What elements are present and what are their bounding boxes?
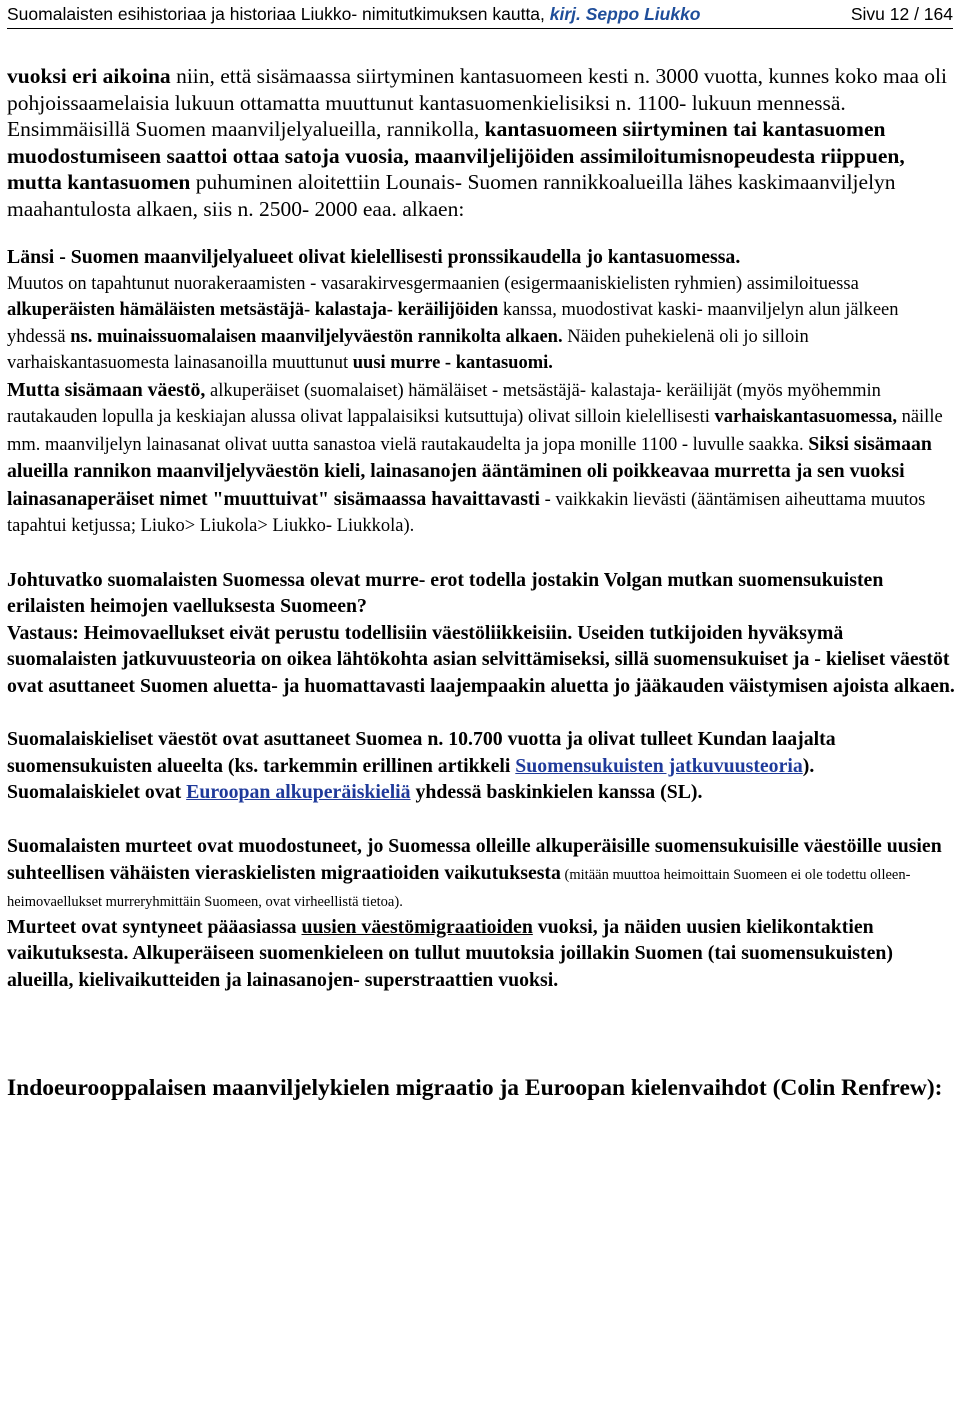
paragraph-dialect-origins: Murteet ovat syntyneet pääasiassa uusien väestömigraatioiden vuoksi, ja näiden uusien kielikontaktien vaikutuksesta. Alkuperäiseen suomenkieleen on tullut muutoksia joillakin Suomen (tai suomensukuisten) alueilla, kielivaikutteiden ja lainasanojen- superstraattien vuoksi.: [7, 915, 893, 991]
answer-continuity-theory: Vastaus: Heimovaellukset eivät perustu todellisiin väestöliikkeisiin. Useiden tutkijoiden hyväksymä suomalaisten jatkuvuusteoria on oikea lähtökohta asian selvittämiseksi, sillä suomensukuiset ja - kieliset väestöt ovat asuttaneet Suomen aluetta- ja huomattavasti laajempaakin aluetta jo jääkauden väistymisen ajoista alkaen.: [7, 621, 955, 697]
paragraph-inland-population: Mutta sisämaan väestö, alkuperäiset (suomalaiset) hämäläiset - metsästäjä- kalastaja- keräilijät (myös myöhemmin rautakauden lopulla ja keskiajan alussa olivat lappalaisiksi kutsuttuja) olivat silloin kielellisesti varhaiskantasuomessa, näille mm. maanviljelyn lainasanat olivat uutta sanastoa vielä rautakaudelta ja jopa monille 1100 - luvulle saakka. Siksi sisämaan alueilla rannikon maanviljelyväestön kieli, lainasanojen ääntäminen oli poikkeavaa murretta ja sen vuoksi lainasanaperäiset nimet "muuttuivat" sisämaassa havaittavasti - vaikkakin lievästi (ääntämisen aiheuttama muutos tapahtui ketjussa; Liuko> Liukola> Liukko- Liukkola).: [7, 378, 943, 536]
paragraph-settlement: Suomalaiskieliset väestöt ovat asuttaneet Suomea n. 10.700 vuotta ja olivat tulleet Kundan laajalta suomensukuisten alueelta (ks. tarkemmin erillinen artikkeli Suomensukuisten jatkuvuusteoria). Suomalaiskielet ovat Euroopan alkuperäiskieliä yhdessä baskinkielen kanssa (SL).: [7, 728, 836, 803]
document-title: Suomalaisten esihistoriaa ja historiaa Liukko- nimitutkimuksen kautta, kirj. Seppo Liukko: [7, 4, 701, 24]
section-heading-western-finland: Länsi - Suomen maanviljelyalueet olivat kielellisesti pronssikaudella jo kantasuomessa.: [7, 246, 741, 268]
question-dialect-differences: Johtuvatko suomalaisten Suomessa olevat murre- erot todella jostakin Volgan mutkan suomensukuisten erilaisten heimojen vaelluksesta Suomeen?: [7, 568, 884, 617]
document-body: [7, 63, 955, 1103]
link-original-languages[interactable]: Euroopan alkuperäiskieliä: [186, 781, 411, 803]
page-header: [7, 0, 953, 29]
page-number: Sivu 12 / 164: [850, 4, 953, 24]
link-continuity-theory[interactable]: Suomensukuisten jatkuvuusteoria: [515, 754, 803, 777]
paragraph-coastal-agriculture: Ensimmäisillä Suomen maanviljelyalueilla, rannikolla, kantasuomeen siirtyminen tai kantasuomen muodostumiseen saattoi ottaa satoja vuosia, maanviljelijöiden assimiloitumisnopeudesta riippuen, mutta kantasuomen puhuminen aloitettiin Lounais- Suomen rannikkoalueilla lähes kaskimaanviljelyn maahantulosta alkaen, siis n. 2500- 2000 eaa. alkaen:: [7, 117, 905, 221]
paragraph-dialect-formation: Suomalaisten murteet ovat muodostuneet, jo Suomessa olleille alkuperäisille suomensukuisille väestöille uusien suhteellisen vähäisten vieraskielisten migraatioiden vaikutuksesta (mitään muuttoa heimoittain Suomeen ei ole todettu olleen- heimovaellukset murreryhmittäin Suomeen, ovat virheellistä tietoa).: [7, 834, 942, 910]
author-credit: kirj. Seppo Liukko: [549, 4, 701, 24]
paragraph-continuation: vuoksi eri aikoina niin, että sisämaassa siirtyminen kantasuomeen kesti n. 3000 vuotta, kunnes koko maa oli pohjoissaamelaisia lukuun ottamatta muuttunut kantasuomenkielisiksi n. 1100- lukuun mennessä.: [7, 64, 947, 115]
section-heading-migration: Indoeurooppalaisen maanviljelykielen migraatio ja Euroopan kielenvaihdot (Colin Renfrew):: [7, 1075, 943, 1101]
paragraph-assimilation: Muutos on tapahtunut nuorakeraamisten - vasarakirvesgermaanien (esigermaaniskielisten ryhmien) assimiloituessa alkuperäisten hämäläisten metsästäjä- kalastaja- keräilijöiden kanssa, muodostivat kaski- maanviljelyn alun jälkeen yhdessä ns. muinaissuomalaisen maanviljelyväestön rannikolta alkaen. Näiden puhekielenä oli jo silloin varhaiskantasuomesta lainasanoilla muuttunut uusi murre - kantasuomi.: [7, 273, 899, 373]
